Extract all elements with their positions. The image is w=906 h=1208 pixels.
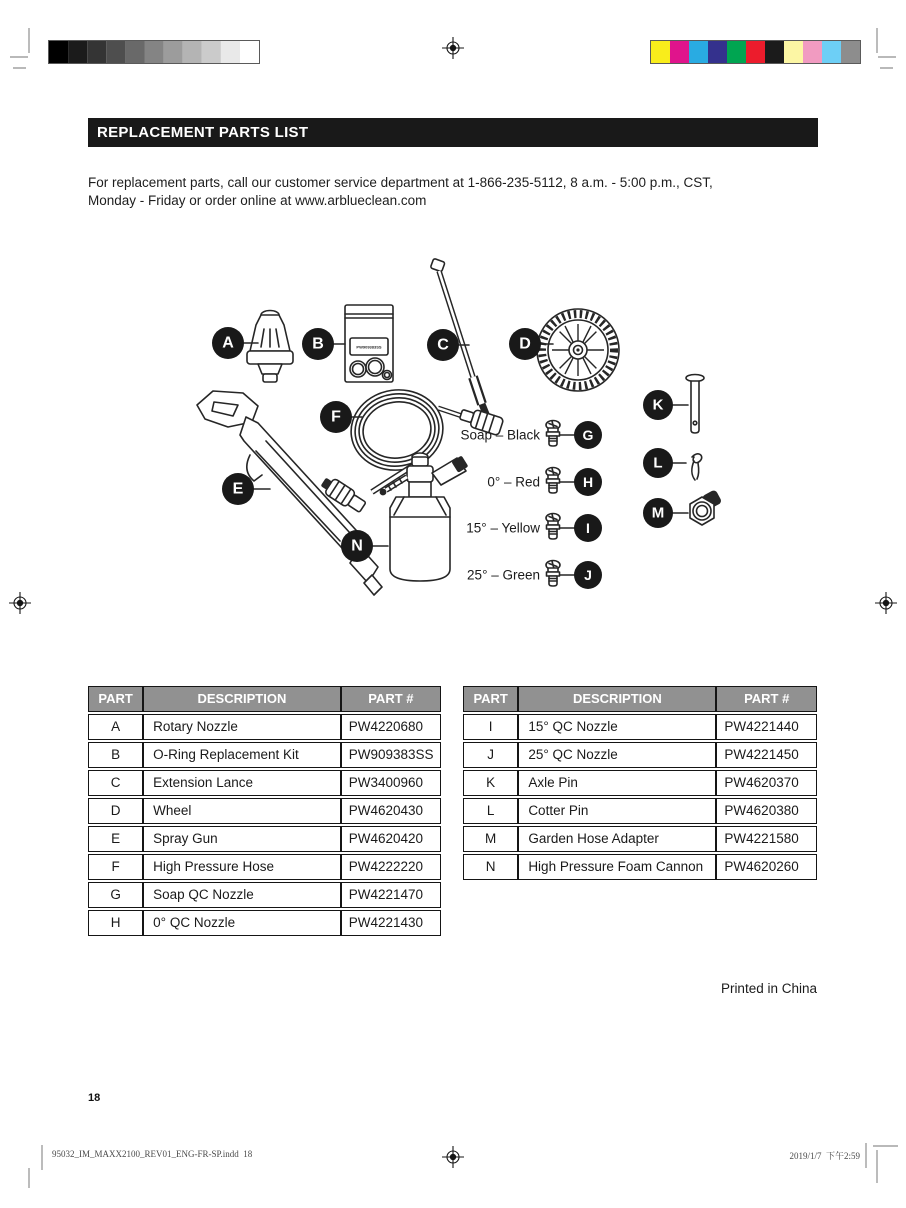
part-description: High Pressure Hose (143, 854, 341, 880)
column-header-description: DESCRIPTION (518, 686, 716, 712)
part-description: 0° QC Nozzle (143, 910, 341, 936)
parts-table-left (88, 684, 441, 938)
axle-pin-drawing (686, 375, 704, 434)
part-number: PW4221440 (716, 714, 817, 740)
part-description: High Pressure Foam Cannon (518, 854, 716, 880)
parts-diagram (0, 245, 906, 620)
table-row (88, 714, 441, 740)
nozzle-row-15deg (466, 514, 560, 540)
callout-N (341, 530, 373, 562)
oring-kit-drawing (345, 305, 393, 382)
callout-G (574, 421, 602, 449)
table-row (463, 714, 817, 740)
table-row (88, 910, 441, 936)
part-description: Cotter Pin (518, 798, 716, 824)
printed-in-china-note: Printed in China (720, 981, 817, 996)
grayscale-calibration-bar (48, 40, 260, 64)
nozzle-label-0deg: 0° – Red (487, 474, 540, 490)
part-number: PW4620260 (716, 854, 817, 880)
fifteen-degree-nozzle-glyph (546, 514, 560, 540)
rotary-nozzle-drawing (247, 311, 293, 383)
table-row (463, 770, 817, 796)
table-row (88, 854, 441, 880)
svg-text:M: M (651, 504, 665, 522)
oring-kit-label-text: PW909383SS (356, 344, 382, 350)
svg-text:C: C (437, 336, 449, 354)
intro-line-2: Monday - Friday or order online at www.arblueclean.com (88, 192, 427, 208)
svg-text:G: G (582, 427, 594, 443)
part-number: PW4620370 (716, 770, 817, 796)
svg-text:F: F (331, 408, 341, 426)
part-description: Extension Lance (143, 770, 341, 796)
table-header-row (88, 686, 441, 712)
nozzle-label-15deg: 15° – Yellow (466, 520, 540, 536)
part-letter: N (463, 854, 518, 880)
cotter-pin-drawing (692, 454, 702, 480)
color-calibration-bar (650, 40, 861, 64)
column-header-part-number: PART # (341, 686, 441, 712)
part-letter: A (88, 714, 143, 740)
callout-L (643, 448, 673, 478)
part-letter: F (88, 854, 143, 880)
svg-text:I: I (586, 520, 590, 536)
part-description: Wheel (143, 798, 341, 824)
page-number: 18 (88, 1092, 101, 1104)
column-header-part: PART (463, 686, 518, 712)
part-description: 25° QC Nozzle (518, 742, 716, 768)
table-row (88, 770, 441, 796)
part-description: Rotary Nozzle (143, 714, 341, 740)
part-letter: H (88, 910, 143, 936)
part-letter: B (88, 742, 143, 768)
svg-text:K: K (652, 396, 664, 414)
part-number: PW4221470 (341, 882, 441, 908)
part-letter: M (463, 826, 518, 852)
svg-text:B: B (312, 335, 324, 353)
part-number: PW4620430 (341, 798, 441, 824)
parts-table-right (463, 684, 817, 882)
table-row (88, 882, 441, 908)
page-title: REPLACEMENT PARTS LIST (97, 124, 309, 141)
part-description: 15° QC Nozzle (518, 714, 716, 740)
column-header-part: PART (88, 686, 143, 712)
svg-text:A: A (222, 334, 234, 352)
callout-E (222, 473, 254, 505)
svg-text:J: J (584, 567, 592, 583)
part-description: Axle Pin (518, 770, 716, 796)
section-title-bar (88, 118, 818, 147)
svg-text:E: E (232, 480, 244, 498)
part-description: Spray Gun (143, 826, 341, 852)
table-row (88, 742, 441, 768)
callout-J (574, 561, 602, 589)
part-number: PW4620420 (341, 826, 441, 852)
soap-nozzle-glyph (546, 421, 560, 447)
column-header-description: DESCRIPTION (143, 686, 341, 712)
callout-H (574, 468, 602, 496)
part-number: PW4222220 (341, 854, 441, 880)
svg-text:D: D (519, 335, 531, 353)
footer-datetime: 2019/1/7 下午2:59 (789, 1151, 860, 1161)
table-row (463, 742, 817, 768)
part-description: Garden Hose Adapter (518, 826, 716, 852)
part-description: Soap QC Nozzle (143, 882, 341, 908)
table-row (88, 826, 441, 852)
part-letter: E (88, 826, 143, 852)
callout-C (427, 329, 459, 361)
wheel-drawing (537, 309, 619, 391)
part-letter: J (463, 742, 518, 768)
table-row (88, 798, 441, 824)
callout-I (574, 514, 602, 542)
callout-D (509, 328, 541, 360)
part-number: PW4221580 (716, 826, 817, 852)
nozzle-row-0deg (487, 468, 560, 494)
part-letter: D (88, 798, 143, 824)
part-letter: I (463, 714, 518, 740)
zero-degree-nozzle-glyph (546, 468, 560, 494)
footer-filename: 95032_IM_MAXX2100_REV01_ENG-FR-SP.indd 18 (52, 1149, 253, 1159)
svg-text:N: N (351, 537, 363, 555)
callout-F (320, 401, 352, 433)
foam-cannon-drawing (380, 453, 469, 581)
svg-text:H: H (582, 474, 594, 490)
callout-leader-lines (244, 343, 688, 575)
registration-mark-top (442, 37, 464, 59)
svg-text:L: L (653, 454, 663, 472)
callout-K (643, 390, 673, 420)
nozzle-label-25deg: 25° – Green (467, 567, 540, 583)
part-number: PW4221430 (341, 910, 441, 936)
nozzle-row-25deg (467, 561, 560, 587)
part-letter: G (88, 882, 143, 908)
nozzle-label-soap: Soap – Black (460, 427, 540, 443)
part-letter: C (88, 770, 143, 796)
callout-M (643, 498, 673, 528)
table-row (463, 798, 817, 824)
callout-B (302, 328, 334, 360)
registration-mark-bottom (442, 1146, 464, 1168)
part-number: PW4220680 (341, 714, 441, 740)
callout-A (212, 327, 244, 359)
table-row (463, 826, 817, 852)
part-number: PW3400960 (341, 770, 441, 796)
part-number: PW909383SS (341, 742, 441, 768)
part-number: PW4221450 (716, 742, 817, 768)
twentyfive-degree-nozzle-glyph (546, 561, 560, 587)
column-header-part-number: PART # (716, 686, 817, 712)
table-row (463, 854, 817, 880)
part-description: O-Ring Replacement Kit (143, 742, 341, 768)
garden-hose-adapter-drawing (690, 489, 722, 525)
intro-paragraph (88, 174, 788, 209)
part-letter: L (463, 798, 518, 824)
part-letter: K (463, 770, 518, 796)
intro-line-1: For replacement parts, call our customer service department at 1-866-235-5112, 8 a.m. - 5:00 p.m., CST, (88, 175, 713, 190)
table-header-row (463, 686, 817, 712)
part-number: PW4620380 (716, 798, 817, 824)
